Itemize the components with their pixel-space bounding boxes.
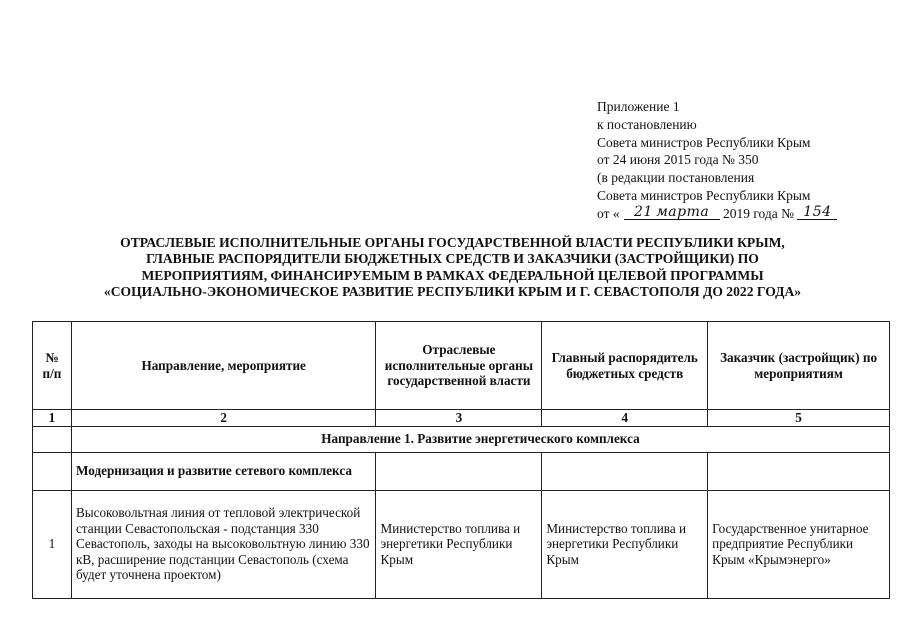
direction-row: [33, 426, 890, 452]
appendix-line-5: (в редакции постановления: [597, 170, 755, 186]
row-authority: Министерство топлива и энергетики Республики Крым: [376, 490, 542, 598]
row-customer: Государственное унитарное предприятие Республики Крым «Крымэнерго»: [708, 490, 890, 598]
title-line-1: ОТРАСЛЕВЫЕ ИСПОЛНИТЕЛЬНЫЕ ОРГАНЫ ГОСУДАРСТВЕННОЙ ВЛАСТИ РЕСПУБЛИКИ КРЫМ,: [120, 235, 785, 250]
appendix-block: [597, 98, 877, 223]
row-budget-manager: Министерство топлива и энергетики Республики Крым: [542, 490, 708, 598]
measures-table: [32, 321, 890, 599]
handwritten-number: 154: [803, 203, 832, 220]
title-line-2: ГЛАВНЫЕ РАСПОРЯДИТЕЛИ БЮДЖЕТНЫХ СРЕДСТВ И ЗАКАЗЧИКИ (ЗАСТРОЙЩИКИ) ПО: [146, 251, 759, 267]
column-number-4: 4: [542, 410, 708, 427]
handwritten-day: 21: [633, 203, 653, 220]
row-number: 1: [33, 490, 72, 598]
appendix-line-6: Совета министров Республики Крым: [597, 187, 811, 203]
section-empty-customer: [708, 452, 890, 490]
header-number: [33, 322, 72, 410]
handwritten-number-field: [797, 205, 837, 220]
document-title: [30, 235, 875, 301]
section-empty-num: [33, 452, 72, 490]
appendix-line-4: от 24 июня 2015 года № 350: [597, 152, 759, 168]
handwritten-month: марта: [656, 203, 710, 220]
column-number-2: 2: [71, 410, 376, 427]
direction-empty-cell: [33, 426, 72, 452]
appendix-line-2: к постановлению: [597, 116, 697, 132]
header-number-sign: №: [45, 349, 59, 365]
section-empty-budget: [542, 452, 708, 490]
column-number-1: 1: [33, 410, 72, 427]
column-numbers-row: [33, 410, 890, 427]
column-number-3: 3: [376, 410, 542, 427]
header-direction: Направление, мероприятие: [71, 322, 376, 410]
row-description: Высоковольтная линия от тепловой электрической станции Севастопольская - подстанция 330 Севастополь, заходы на высоковольтную линию 330 кВ, расширение подстанции Севастополь (схема будет уточнена проектом): [71, 490, 376, 598]
appendix-line-3: Совета министров Республики Крым: [597, 134, 811, 150]
handwritten-date: [624, 205, 720, 220]
section-row: [33, 452, 890, 490]
title-line-3: МЕРОПРИЯТИЯМ, ФИНАНСИРУЕМЫМ В РАМКАХ ФЕДЕРАЛЬНОЙ ЦЕЛЕВОЙ ПРОГРАММЫ: [141, 267, 764, 283]
header-authorities: Отраслевые исполнительные органы государственной власти: [376, 322, 542, 410]
section-title: Модернизация и развитие сетевого комплекса: [71, 452, 376, 490]
appendix-year-label: 2019 года №: [722, 205, 795, 221]
appendix-line-1: Приложение 1: [597, 99, 680, 114]
header-customer: Заказчик (застройщик) по мероприятиям: [708, 322, 890, 410]
table-header-row: [33, 322, 890, 410]
header-budget-manager: Главный распорядитель бюджетных средств: [542, 322, 708, 410]
appendix-date-prefix: от «: [597, 205, 620, 221]
appendix-line-7: [597, 205, 877, 223]
table-row: [33, 490, 890, 598]
title-line-4: «СОЦИАЛЬНО-ЭКОНОМИЧЕСКОЕ РАЗВИТИЕ РЕСПУБЛИКИ КРЫМ И Г. СЕВАСТОПОЛЯ ДО 2022 ГОДА»: [103, 284, 802, 300]
column-number-5: 5: [708, 410, 890, 427]
section-empty-authority: [376, 452, 542, 490]
direction-title: Направление 1. Развитие энергетического комплекса: [71, 426, 889, 452]
header-number-pp: п/п: [42, 365, 62, 381]
